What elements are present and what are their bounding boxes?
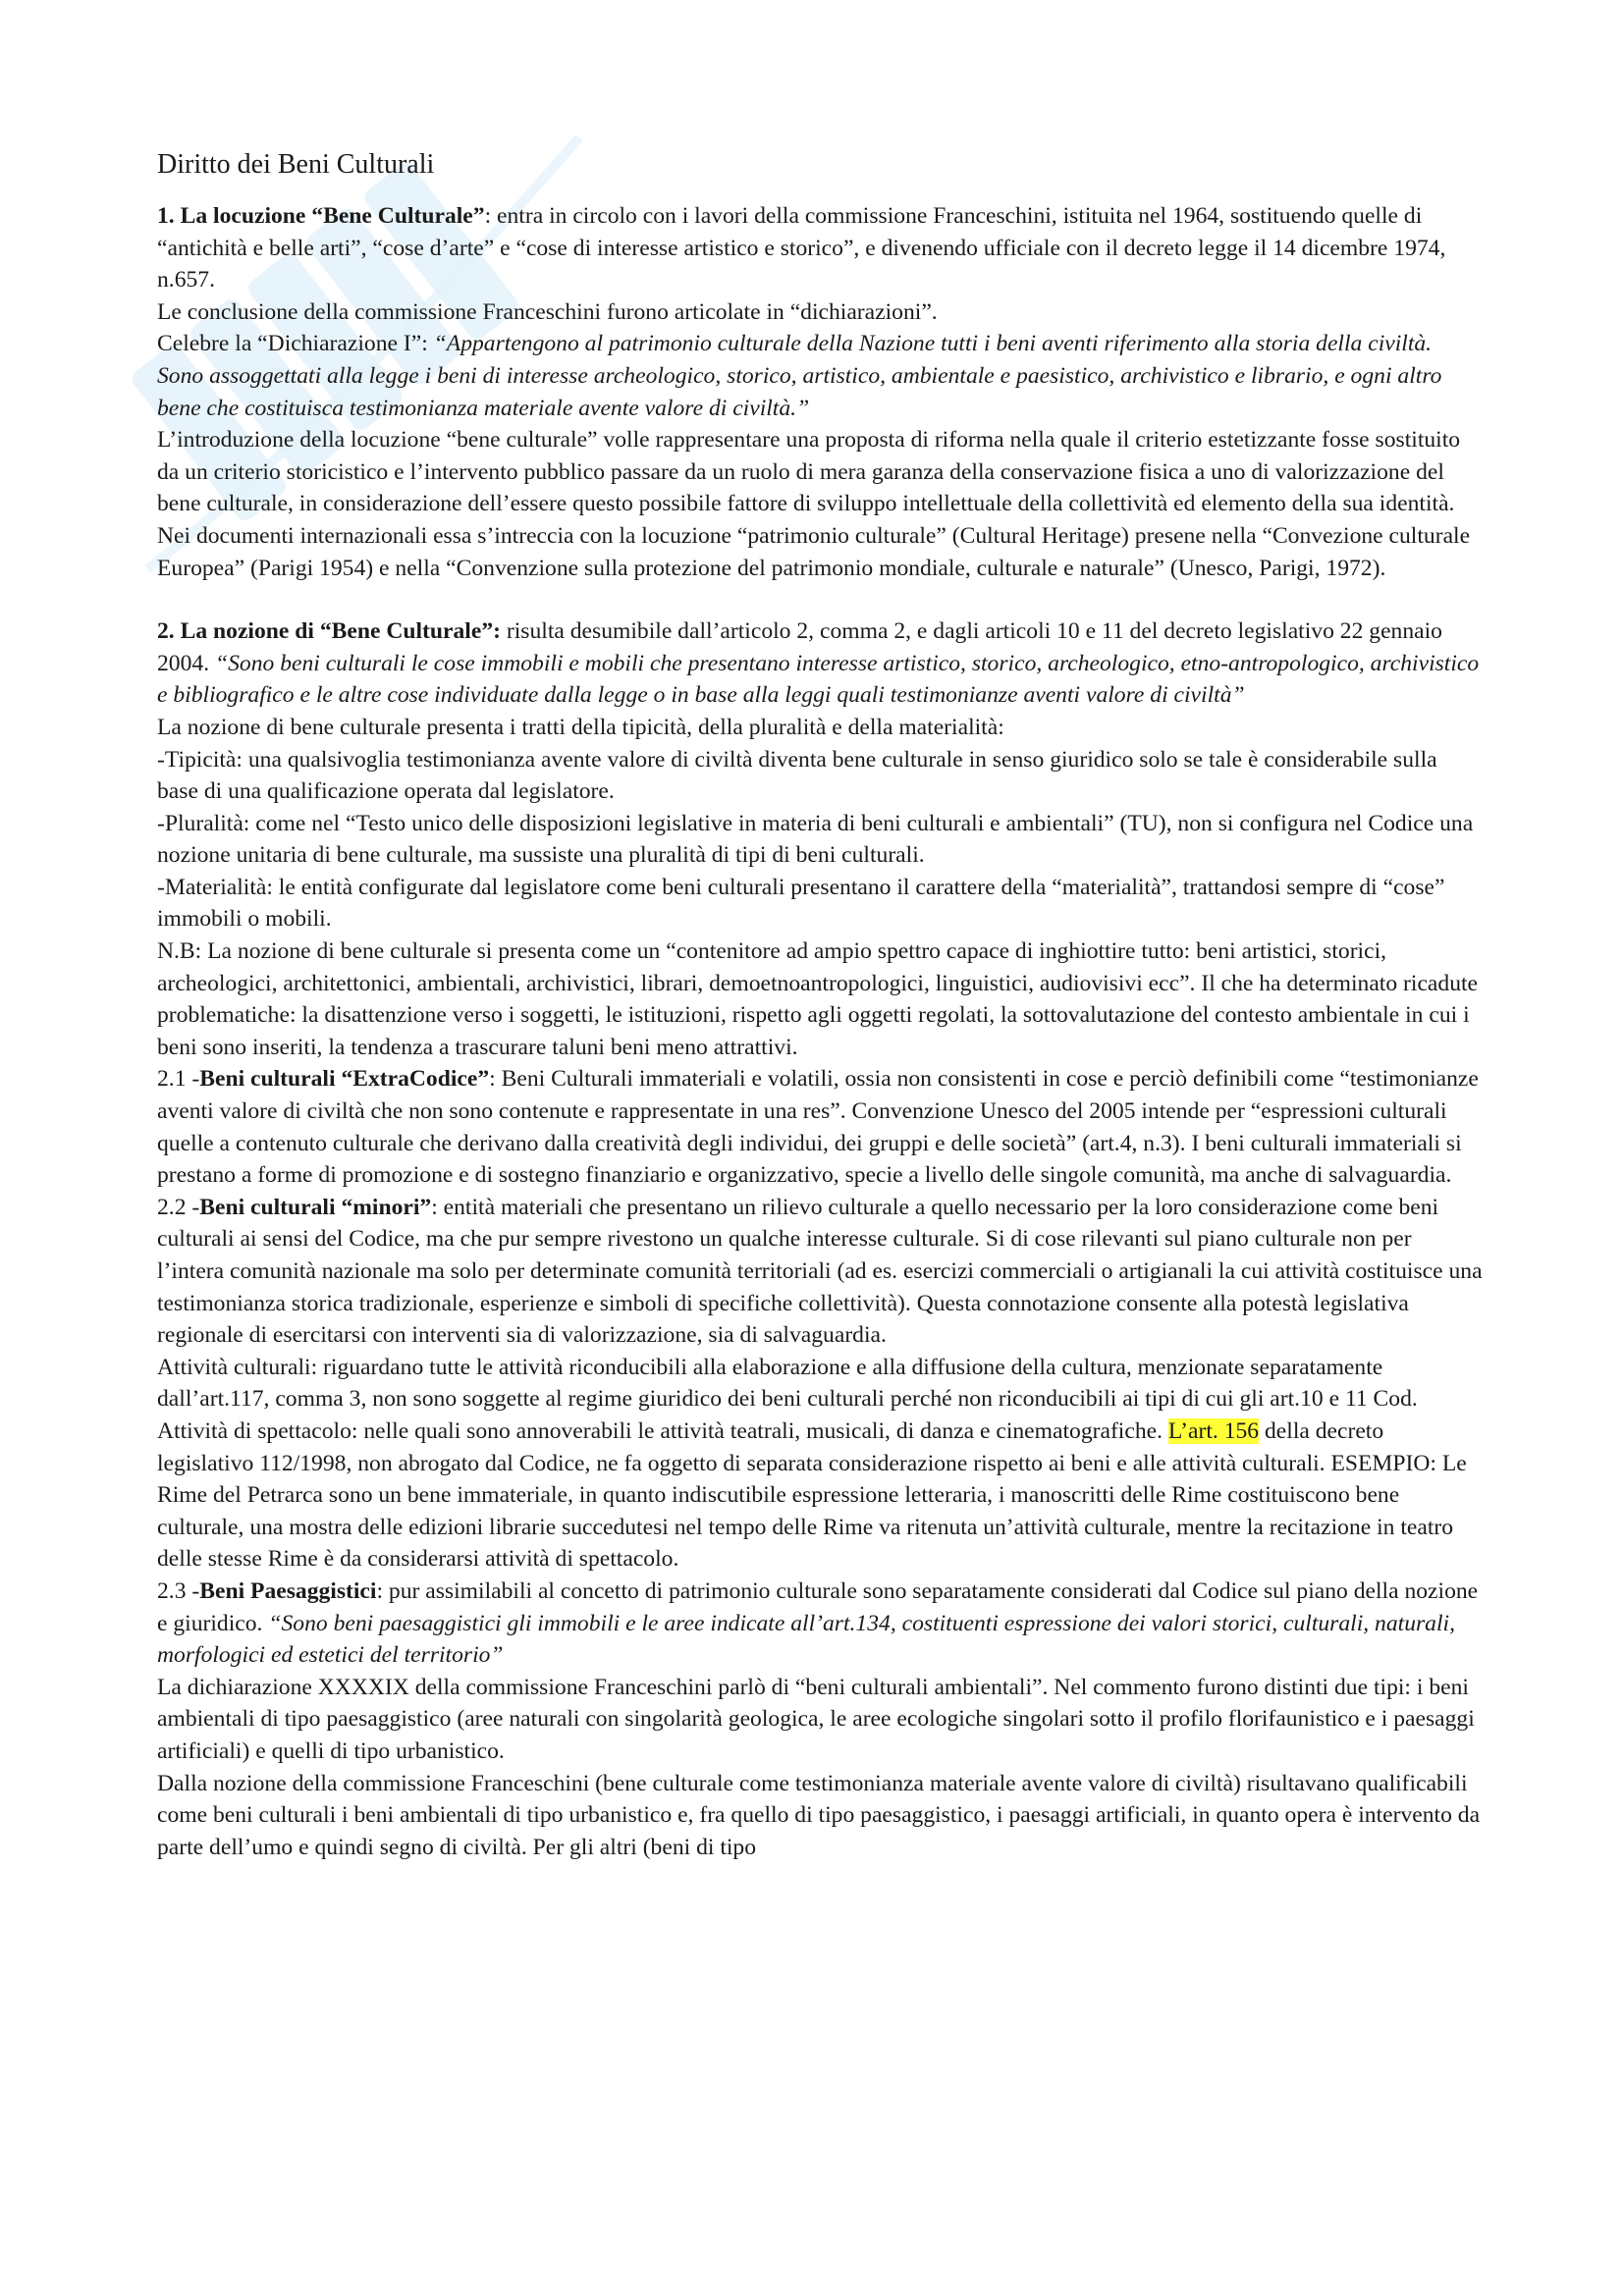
section2-heading: 2. La nozione di “Bene Culturale”:	[157, 618, 501, 645]
subsection-2-3-text: : pur assimilabili al concetto di patrimonio culturale sono separatamente considerati dal Codice sul piano della nozione e giuridico.	[157, 1577, 1479, 1636]
section1-heading: 1. La locuzione “Bene Culturale”	[157, 203, 485, 229]
section2-intro-text: risulta desumibile dall’articolo 2, comma 2, e dagli articoli 10 e 11 del decreto legislativo 22 gennaio 2004.	[157, 618, 1442, 676]
celebre-lead: Celebre la “Dichiarazione I”:	[157, 331, 434, 357]
section1-introduzione: L’introduzione della locuzione “bene culturale” volle rappresentare una proposta di riforma nella quale il criterio estetizzante fosse sostituito da un criterio storicistico e l’intervento pubblico passare da un ruolo di mera garanza della conservazione fisica a uno di valorizzazione del bene culturale, in considerazione dell’essere questo possibile fattore di sviluppo intellettuale della collettività ed elemento della sua identità.	[157, 427, 1461, 517]
section2-intro	[157, 615, 1483, 712]
spettacolo-text-a: Attività di spettacolo: nelle quali sono annoverabili le attività teatrali, musicali, di danza e cinematografiche.	[157, 1417, 1168, 1444]
subsection-2-1-number: 2.1 -	[157, 1066, 200, 1093]
subsection-2-3	[157, 1575, 1483, 1672]
subsection-2-2	[157, 1192, 1483, 1352]
subsection-2-2-title: Beni culturali “minori”	[199, 1194, 432, 1220]
document-page	[157, 147, 1483, 1863]
subsection-2-1-title: Beni culturali “ExtraCodice”	[199, 1066, 490, 1093]
highlighted-article: L’art. 156	[1167, 1417, 1260, 1444]
document-title: Diritto dei Beni Culturali	[157, 149, 435, 180]
subsection-2-2-number: 2.2 -	[157, 1194, 200, 1220]
section2-tratti: La nozione di bene culturale presenta i tratti della tipicità, della pluralità e della materialità:	[157, 714, 1004, 740]
section2-quote: “Sono beni culturali le cose immobili e mobili che presentano interesse artistico, storico, archeologico, etno-antropologico, archivistico e bibliografico e le altre cose individuate dalla legge o in base alla leggi quali testimonianze aventi valore di civiltà”	[157, 650, 1480, 709]
subsection-2-1-text: : Beni Culturali immateriali e volatili, ossia non consistenti in cose e perciò definibili come “testimonianze aventi valore di civiltà che non sono contenute e rappresentate in una res”. Convenzione Unesco del 2005 intende per “espressioni culturali quelle a contenuto culturale che derivano dalla creatività degli individui, dei gruppi e delle società” (art.4, n.3). I beni culturali immateriali si prestano a forme di promozione e di sostegno finanziario e organizzativo, specie a livello delle singole comunità, ma anche di salvaguardia.	[157, 1066, 1479, 1189]
subsection-2-2-text: : entità materiali che presentano un rilievo culturale a quello necessario per la loro considerazione come beni culturali ai sensi del Codice, ma che pur sempre rivestono un qualche interesse culturale. Si di cose rilevanti sul piano culturale non per l’intera comunità nazionale ma solo per determinate comunità territoriali (ad es. esercizi commerciali o artigianali la cui attività costituisce una testimonianza storica tradizionale, esperienze e simboli di specifiche collettività). Questa connotazione consente alla potestà legislativa regionale di esercitarsi con interventi sia di valorizzazione, sia di salvaguardia.	[157, 1194, 1483, 1349]
section2-pluralita: -Pluralità: come nel “Testo unico delle disposizioni legislative in materia di beni culturali e ambientali” (TU), non si configura nel Codice una nozione unitaria di bene culturale, ma sussiste una pluralità di tipi di beni culturali.	[157, 810, 1474, 869]
dichiarazione-xxxxix: La dichiarazione XXXXIX della commissione Franceschini parlò di “beni culturali ambientali”. Nel commento furono distinti due tipi: i beni ambientali di tipo paesaggistico (aree naturali con singolarità geologica, le aree ecologiche singolari sotto il profilo florifaunistico e i paesaggi artificiali) e quelli di tipo urbanistico.	[157, 1674, 1475, 1764]
section1-celebre	[157, 328, 1483, 424]
attivita-spettacolo	[157, 1415, 1483, 1575]
attivita-culturali: Attività culturali: riguardano tutte le attività riconducibili alla elaborazione e alla diffusione della cultura, menzionate separatamente dall’art.117, comma 3, non sono soggette al regime giuridico dei beni culturali perché non riconducibili ai tipi di cui gli art.10 e 11 Cod.	[157, 1354, 1418, 1413]
section1-intro	[157, 200, 1483, 296]
section1-intro-text: : entra in circolo con i lavori della commissione Franceschini, istituita nel 1964, sostituendo quelle di “antichità e belle arti”, “cose d’arte” e “cose di interesse artistico e storico”, e divenendo ufficiale con il decreto legge il 14 dicembre 1974, n.657.	[157, 203, 1446, 294]
subsection-2-3-title: Beni Paesaggistici	[199, 1577, 377, 1604]
section1-conclusion: Le conclusione della commissione Franceschini furono articolate in “dichiarazioni”.	[157, 298, 938, 325]
spettacolo-text-b: della decreto legislativo 112/1998, non abrogato dal Codice, ne fa oggetto di separata considerazione rispetto ai beni e alle attività culturali. ESEMPIO: Le Rime del Petrarca sono un bene immateriale, in quanto indiscutibile espressione letteraria, i manoscritti delle Rime costituiscono bene culturale, una mostra delle edizioni librarie succedutesi nel tempo delle Rime va ritenuta un’attività culturale, mentre la recitazione in teatro delle stesse Rime è da considerarsi attività di spettacolo.	[157, 1417, 1467, 1573]
section2-nb: N.B: La nozione di bene culturale si presenta come un “contenitore ad ampio spettro capace di inghiottire tutto: beni artistici, storici, archeologici, architettonici, ambientali, archivistici, librari, demoetnoantropologici, linguistici, audiovisivi ecc”. Il che ha determinato ricadute problematiche: la disattenzione verso i soggetti, le istituzioni, rispetto agli oggetti regolati, la sottovalutazione del contesto ambientale in cui i beni sono inseriti, la tendenza a trascurare taluni beni meno attrattivi.	[157, 938, 1479, 1060]
subsection-2-3-number: 2.3 -	[157, 1577, 200, 1604]
section2-tipicita: -Tipicità: una qualsivoglia testimonianza avente valore di civiltà diventa bene culturale in senso giuridico solo se tale è considerabile sulla base di una qualificazione operata dal legislatore.	[157, 746, 1437, 805]
subsection-2-3-quote: “Sono beni paesaggistici gli immobili e le aree indicate all’art.134, costituenti espressione dei valori storici, culturali, naturali, morfologici ed estetici del territorio”	[157, 1610, 1455, 1669]
section1-internazionali: Nei documenti internazionali essa s’intreccia con la locuzione “patrimonio culturale” (Cultural Heritage) presene nella “Convezione culturale Europea” (Parigi 1954) e nella “Convenzione sulla protezione del patrimonio mondiale, culturale e naturale” (Unesco, Parigi, 1972).	[157, 522, 1471, 581]
subsection-2-1	[157, 1063, 1483, 1191]
section-gap	[157, 584, 1483, 615]
celebre-quote: “Appartengono al patrimonio culturale della Nazione tutti i beni aventi riferimento alla storia della civiltà. Sono assoggettati alla legge i beni di interesse archeologico, storico, artistico, ambientale e paesistico, archivistico e librario, e ogni altro bene che costituisca testimonianza materiale avente valore di civiltà.”	[157, 331, 1442, 421]
section2-materialita: -Materialità: le entità configurate dal legislatore come beni culturali presentano il carattere della “materialità”, trattandosi sempre di “cose” immobili o mobili.	[157, 874, 1445, 933]
dalla-nozione: Dalla nozione della commissione Franceschini (bene culturale come testimonianza materiale avente valore di civiltà) risultavano qualificabili come beni culturali i beni ambientali di tipo urbanistico e, fra quello di tipo paesaggistico, i paesaggi artificiali, in quanto opera è intervento da parte dell’umo e quindi segno di civiltà. Per gli altri (beni di tipo	[157, 1770, 1481, 1860]
